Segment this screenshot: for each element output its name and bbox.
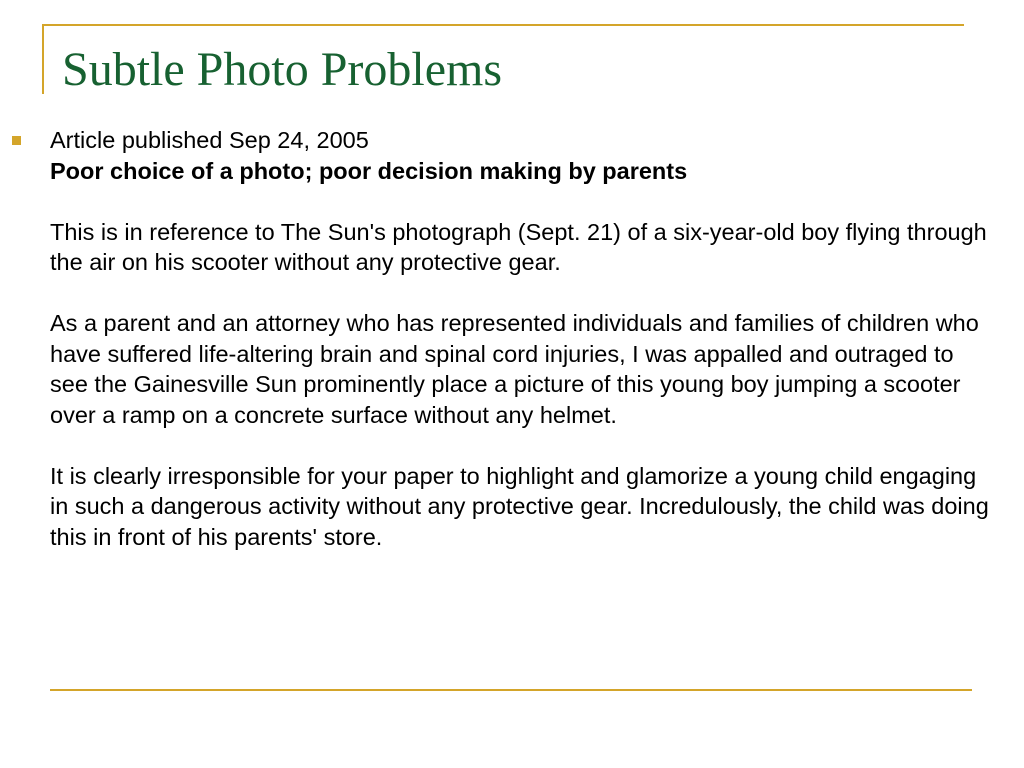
slide-title: Subtle Photo Problems: [62, 43, 503, 96]
article-paragraph-3: It is clearly irresponsible for your paper to highlight and glamorize a young child engaging in such a dangerous activity without any protective gear. Incredulously, the child was doing this in front of his parents' store.: [50, 462, 989, 550]
article-headline: Poor choice of a photo; poor decision making by parents: [50, 157, 688, 184]
square-bullet-icon: [12, 136, 21, 145]
paragraph-spacer: [50, 278, 990, 309]
slide-content: [50, 125, 990, 552]
article-published-line: Article published Sep 24, 2005: [50, 127, 369, 153]
slide-bottom-rule: [50, 689, 972, 691]
paragraph-spacer: [50, 430, 990, 461]
article-paragraph-2: As a parent and an attorney who has represented individuals and families of children who have suffered life-altering brain and spinal cord injuries, I was appalled and outraged to see the Gainesville Sun prominently place a picture of this young boy jumping a scooter over a ramp on a concrete surface without any helmet.: [50, 310, 979, 428]
paragraph-spacer: [50, 186, 990, 217]
slide-frame-top-rule: [42, 24, 964, 26]
slide-frame-left-rule: [42, 24, 44, 94]
article-paragraph-1: This is in reference to The Sun's photograph (Sept. 21) of a six-year-old boy flying through the air on his scooter without any protective gear.: [50, 218, 987, 275]
